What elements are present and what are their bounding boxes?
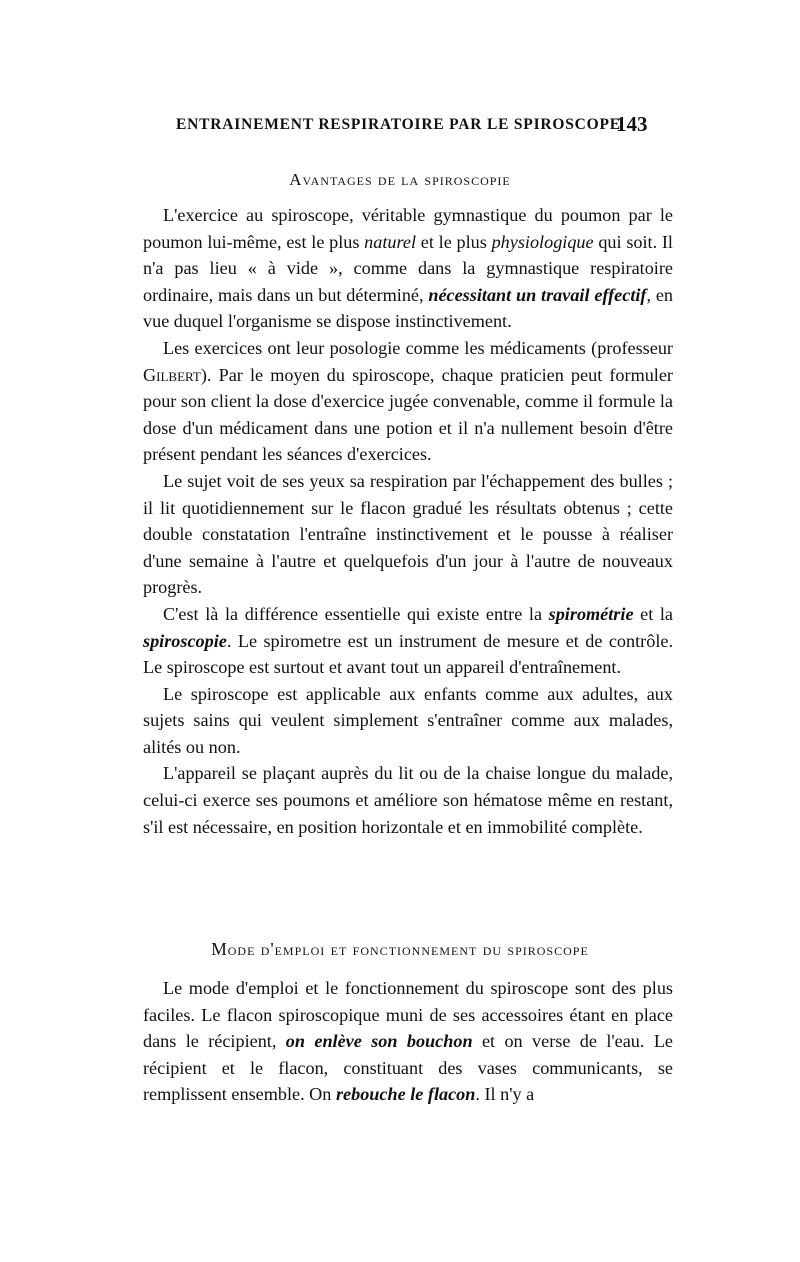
text-run: ). Par le moyen du spiroscope, chaque praticien peut formuler pour son client la dose d'exercice jugée convenable, comme il formule la dose d'un médicament dans une potion et il n'a nullement besoin d'être présent pendant les séances d'exercices. <box>143 364 673 465</box>
paragraph-4 <box>143 601 673 681</box>
text-run: et la <box>633 603 673 624</box>
italic-term: naturel <box>364 231 417 252</box>
paragraph-3 <box>143 468 673 601</box>
section-title-advantages: Avantages de la spiroscopie <box>289 170 511 189</box>
text-run: Les exercices ont leur posologie comme les médicaments (professeur <box>163 337 673 358</box>
bold-italic-phrase: nécessitant un travail effectif <box>428 284 647 305</box>
text-run: Le sujet voit de ses yeux sa respiration par l'échappement des bulles ; il lit quotidiennement sur le flacon gradué les résultats obtenus ; cette double constatation l'entraîne instinctivement et le pousse à réaliser d'une semaine à l'autre et quelquefois d'un jour à l'autre de nouveaux progrès. <box>143 470 673 598</box>
text-run: Le mode d'emploi et le fonctionnement du spiroscope sont des plus faciles. Le flacon spiroscopique muni de ses accessoires étant en place dans le récipient, <box>143 978 673 1052</box>
bold-italic-phrase: rebouche le flacon <box>335 1084 476 1105</box>
paragraph-2 <box>143 335 673 468</box>
running-head: ENTRAINEMENT RESPIRATOIRE PAR LE SPIROSCOPE <box>176 116 621 133</box>
section-body-usage <box>143 975 673 1108</box>
paragraph-5 <box>143 681 673 761</box>
text-run: qui soit. Il n'a pas lieu « à vide », comme dans la gymnastique respiratoire ordinaire, mais dans un but déterminé, <box>143 231 673 305</box>
paragraph-1 <box>143 202 673 335</box>
text-run: , en vue duquel l'organisme se dispose instinctivement. <box>143 284 673 332</box>
italic-term: physiologique <box>491 231 594 252</box>
bold-italic-term: spiroscopie <box>143 630 227 651</box>
paragraph-7 <box>143 975 673 1108</box>
text-run: L'exercice au spiroscope, véritable gymnastique du poumon par le poumon lui-même, est le plus <box>143 205 673 252</box>
paragraph-6 <box>143 760 673 840</box>
bold-italic-term: spirométrie <box>548 603 634 624</box>
text-run: L'appareil se plaçant auprès du lit ou de la chaise longue du malade, celui-ci exerce ses poumons et améliore son hématose même en restant, s'il est nécessaire, en position horizontale et en immobilité complète. <box>143 763 673 837</box>
text-run: C'est là la différence essentielle qui existe entre la <box>163 603 549 624</box>
text-run: Le spiroscope est applicable aux enfants comme aux adultes, aux sujets sains qui veulent simplement s'entraîner comme aux malades, alités ou non. <box>143 683 673 757</box>
section-body-advantages <box>143 202 673 840</box>
bold-italic-phrase: on enlève son bouchon <box>285 1031 473 1052</box>
text-run: et le plus <box>416 231 492 252</box>
author-name: Gilbert <box>143 364 201 385</box>
text-run: . Il n'y a <box>475 1084 535 1105</box>
text-run: . Le spirometre est un instrument de mesure et de contrôle. Le spiroscope est surtout et avant tout un appareil d'entraînement. <box>143 630 673 678</box>
text-run: et on verse de l'eau. Le récipient et le flacon, constituant des vases communicants, se remplissent ensemble. On <box>143 1031 674 1105</box>
page-number: 143 <box>616 112 648 136</box>
section-title-usage: Mode d'emploi et fonctionnement du spiroscope <box>211 939 589 959</box>
